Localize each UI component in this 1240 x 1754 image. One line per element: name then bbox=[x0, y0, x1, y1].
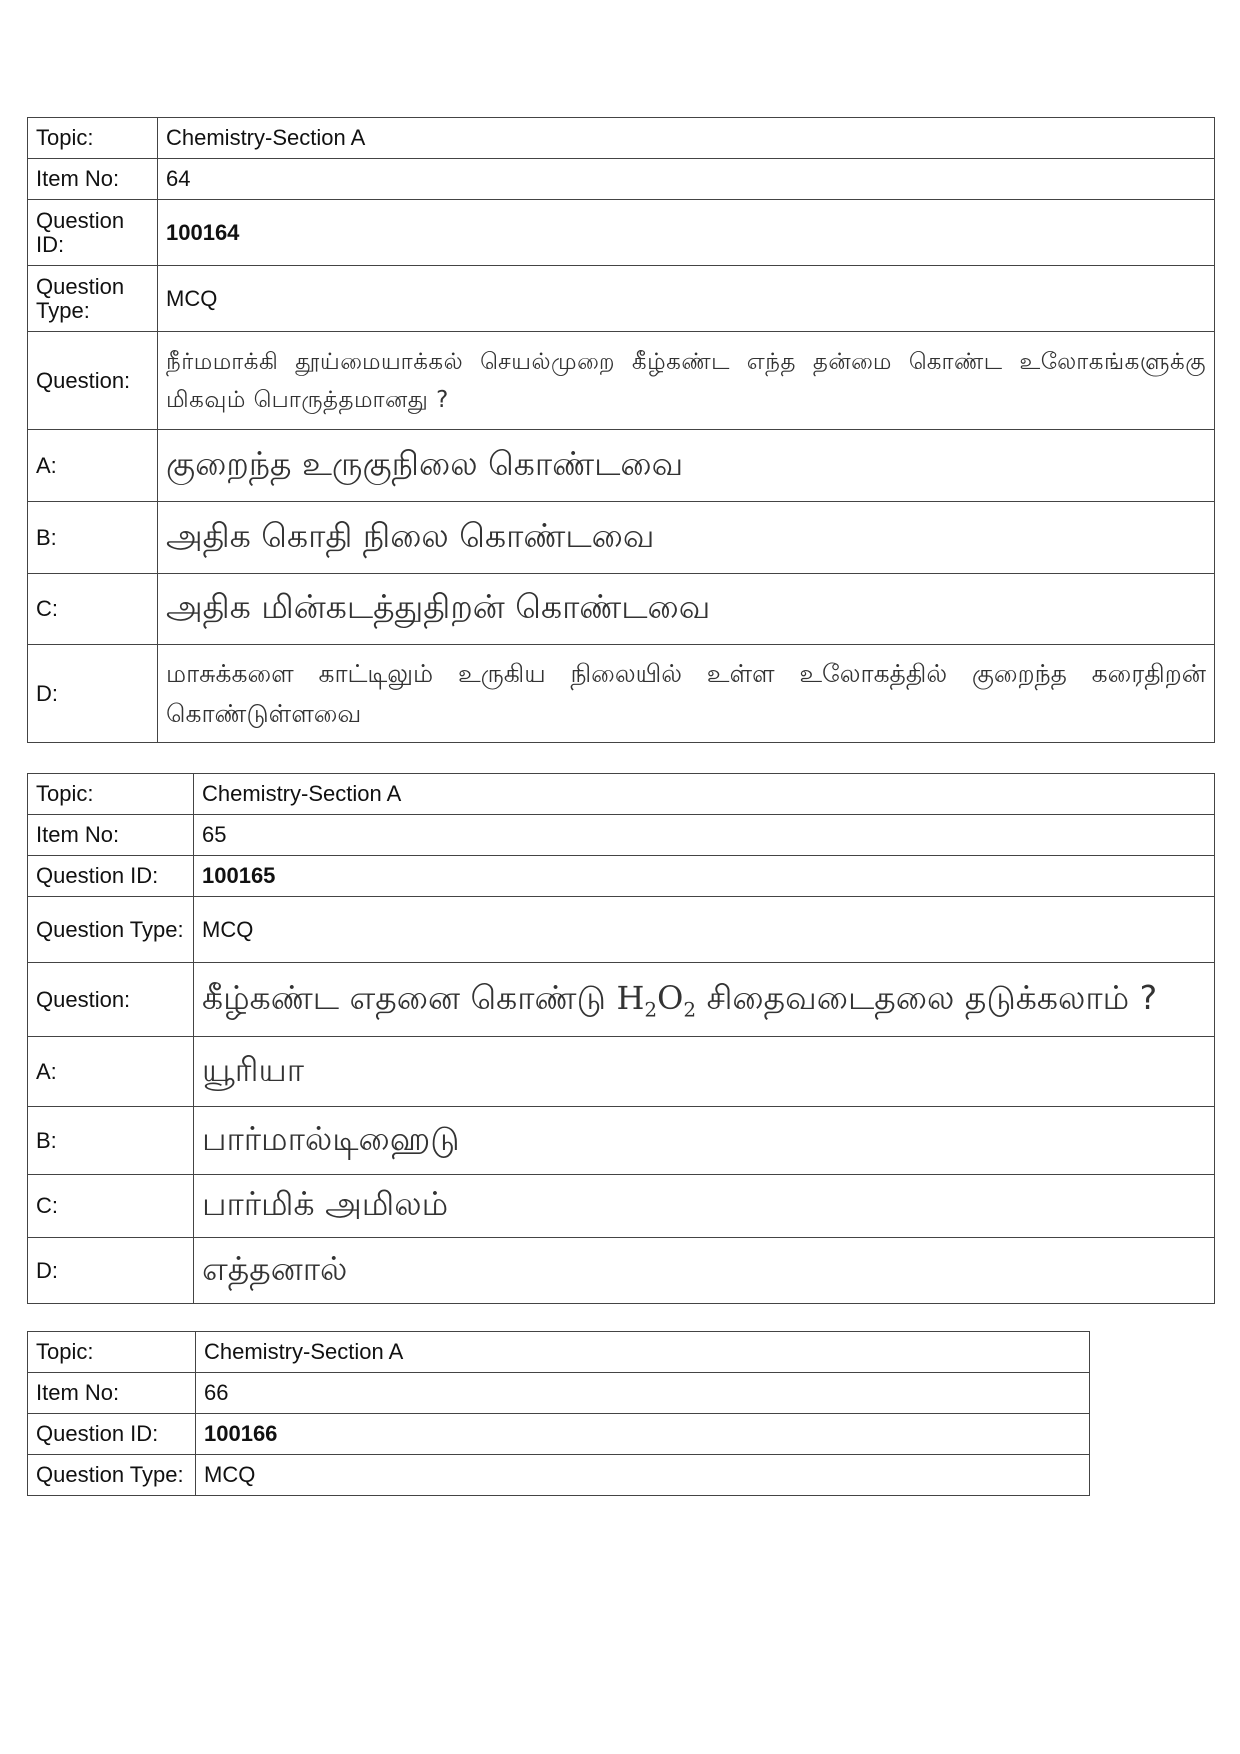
option-b-row bbox=[28, 502, 1215, 574]
question-text: நீர்மமாக்கி தூய்மையாக்கல் செயல்முறை கீழ்கண்ட எந்த தன்மை கொண்ட உலோகங்களுக்கு மிகவும் பொருத்தமானது ? bbox=[158, 332, 1215, 430]
topic-label: Topic: bbox=[28, 1332, 196, 1373]
question-type-row bbox=[28, 897, 1215, 963]
formula-o-subscript: 2 bbox=[683, 996, 697, 1021]
option-c-label: C: bbox=[28, 1175, 194, 1238]
question-type-label: Question Type: bbox=[28, 1455, 196, 1496]
option-a-text: குறைந்த உருகுநிலை கொண்டவை bbox=[158, 430, 1215, 502]
question-id-row bbox=[28, 200, 1215, 266]
item-no-value: 66 bbox=[196, 1373, 1090, 1414]
item-no-value: 64 bbox=[158, 159, 1215, 200]
question-text bbox=[194, 963, 1215, 1037]
option-b-row bbox=[28, 1107, 1215, 1175]
option-d-text: எத்தனால் bbox=[194, 1238, 1215, 1304]
option-b-text: அதிக கொதி நிலை கொண்டவை bbox=[158, 502, 1215, 574]
formula-h: H bbox=[616, 978, 645, 1017]
question-type-row bbox=[28, 1455, 1090, 1496]
topic-value: Chemistry-Section A bbox=[158, 118, 1215, 159]
option-c-label: C: bbox=[28, 574, 158, 645]
option-d-label: D: bbox=[28, 1238, 194, 1304]
topic-label: Topic: bbox=[28, 118, 158, 159]
question-label: Question: bbox=[28, 332, 158, 430]
topic-row bbox=[28, 774, 1215, 815]
option-a-label: A: bbox=[28, 430, 158, 502]
option-b-label: B: bbox=[28, 1107, 194, 1175]
question-row bbox=[28, 963, 1215, 1037]
question-id-label: Question ID: bbox=[28, 856, 194, 897]
question-table-65 bbox=[27, 773, 1215, 1304]
question-type-row bbox=[28, 266, 1215, 332]
item-no-value: 65 bbox=[194, 815, 1215, 856]
option-c-text: பார்மிக் அமிலம் bbox=[194, 1175, 1215, 1238]
item-no-label: Item No: bbox=[28, 159, 158, 200]
option-a-label: A: bbox=[28, 1037, 194, 1107]
topic-label: Topic: bbox=[28, 774, 194, 815]
question-label: Question: bbox=[28, 963, 194, 1037]
option-c-row bbox=[28, 574, 1215, 645]
item-no-row bbox=[28, 1373, 1090, 1414]
formula-o: O bbox=[657, 978, 684, 1017]
item-no-label: Item No: bbox=[28, 815, 194, 856]
option-c-row bbox=[28, 1175, 1215, 1238]
option-a-row bbox=[28, 1037, 1215, 1107]
item-no-row bbox=[28, 815, 1215, 856]
topic-value: Chemistry-Section A bbox=[196, 1332, 1090, 1373]
option-d-row bbox=[28, 645, 1215, 743]
item-no-label: Item No: bbox=[28, 1373, 196, 1414]
option-b-text: பார்மால்டிஹைடு bbox=[194, 1107, 1215, 1175]
option-d-row bbox=[28, 1238, 1215, 1304]
question-type-label: Question Type: bbox=[28, 897, 194, 963]
question-type-value: MCQ bbox=[196, 1455, 1090, 1496]
h2o2-formula bbox=[616, 978, 697, 1021]
question-type-label: Question Type: bbox=[28, 266, 158, 332]
question-id-row bbox=[28, 856, 1215, 897]
question-id-value: 100165 bbox=[194, 856, 1215, 897]
question-id-label: Question ID: bbox=[28, 200, 158, 266]
topic-row bbox=[28, 118, 1215, 159]
question-row bbox=[28, 332, 1215, 430]
question-type-value: MCQ bbox=[158, 266, 1215, 332]
topic-value: Chemistry-Section A bbox=[194, 774, 1215, 815]
question-id-value: 100166 bbox=[196, 1414, 1090, 1455]
question-text-after: சிதைவடைதலை தடுக்கலாம் ? bbox=[706, 977, 1158, 1017]
question-table-66 bbox=[27, 1331, 1090, 1496]
question-text-before: கீழ்கண்ட எதனை கொண்டு bbox=[202, 977, 606, 1017]
option-d-label: D: bbox=[28, 645, 158, 743]
formula-h-subscript: 2 bbox=[644, 996, 658, 1021]
option-b-label: B: bbox=[28, 502, 158, 574]
question-id-row bbox=[28, 1414, 1090, 1455]
option-d-text: மாசுக்களை காட்டிலும் உருகிய நிலையில் உள்ள உலோகத்தில் குறைந்த கரைதிறன் கொண்டுள்ளவை bbox=[158, 645, 1215, 743]
item-no-row bbox=[28, 159, 1215, 200]
question-id-value: 100164 bbox=[158, 200, 1215, 266]
option-a-text: யூரியா bbox=[194, 1037, 1215, 1107]
question-table-64 bbox=[27, 117, 1215, 743]
option-a-row bbox=[28, 430, 1215, 502]
question-type-value: MCQ bbox=[194, 897, 1215, 963]
option-c-text: அதிக மின்கடத்துதிறன் கொண்டவை bbox=[158, 574, 1215, 645]
question-id-label: Question ID: bbox=[28, 1414, 196, 1455]
topic-row bbox=[28, 1332, 1090, 1373]
